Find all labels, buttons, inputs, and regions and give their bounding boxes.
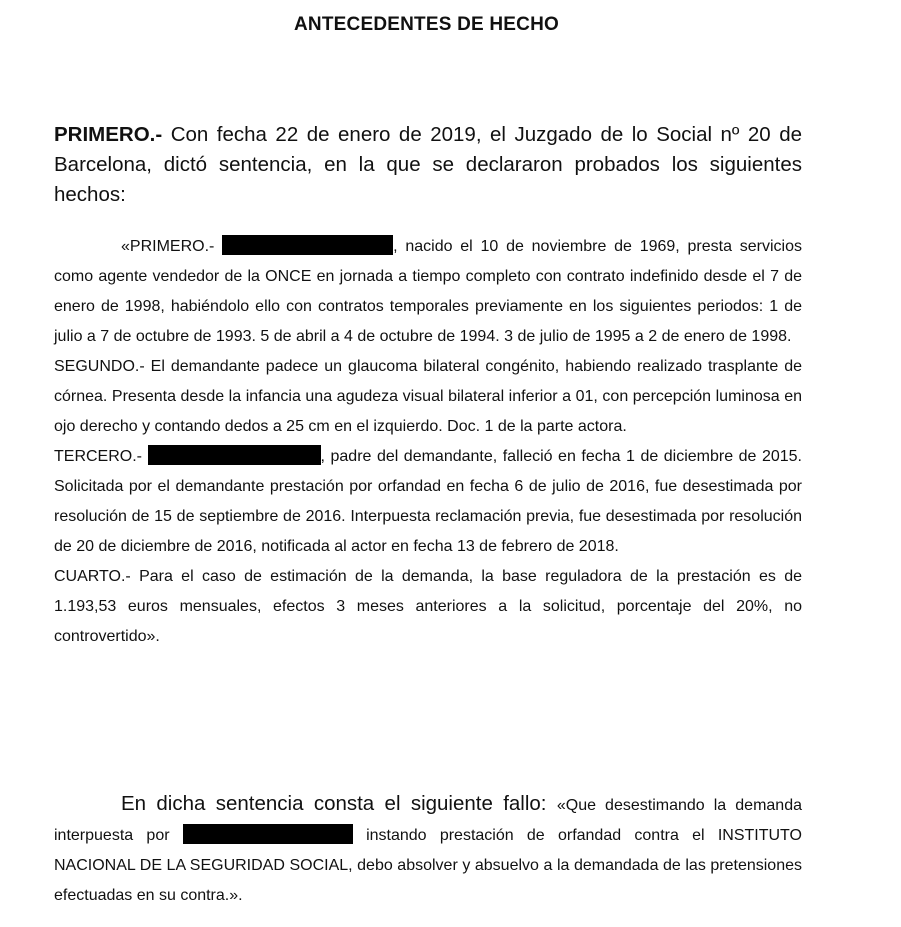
fallo-quote-end: instando prestación de orfandad contra el INSTITUTO NACIONAL DE LA SEGURIDAD SOCIAL, debo absolver y absuelvo a la demandada de las pretensiones efectuadas en su contra.». [54,827,802,904]
proven-facts-block [54,232,802,652]
fallo-lead: En dicha sentencia consta el siguiente fallo: [121,792,557,815]
fact-tercero [54,442,802,562]
fact-cuarto: CUARTO.- Para el caso de estimación de la demanda, la base reguladora de la prestación es de 1.193,53 euros mensuales, efectos 3 meses anteriores a la solicitud, porcentaje del 20%, no controvertido». [54,568,802,645]
fallo-paragraph [54,789,802,911]
redacted-name-block [148,445,321,465]
fact-segundo: SEGUNDO.- El demandante padece un glaucoma bilateral congénito, habiendo realizado trasplante de córnea. Presenta desde la infancia una agudeza visual bilateral inferior a 01, con percepción luminosa en ojo derecho y contando dedos a 25 cm en el izquierdo. Doc. 1 de la parte actora. [54,358,802,435]
fact-tercero-label: TERCERO.- [54,448,142,465]
fallo-quote-start: «Que desestimando la demanda interpuesta por [54,797,802,844]
intro-paragraph [54,120,802,210]
intro-text: Con fecha 22 de enero de 2019, el Juzgado de lo Social nº 20 de Barcelona, dictó sentencia, en la que se declararon probados los siguientes hechos: [54,123,802,206]
section-heading: ANTECEDENTES DE HECHO [294,14,559,35]
fact-primero [54,232,802,352]
redacted-name-block [222,235,393,255]
intro-label: PRIMERO.- [54,123,163,146]
redacted-name-block [183,824,353,844]
fact-primero-text: , nacido el 10 de noviembre de 1969, presta servicios como agente vendedor de la ONCE en jornada a tiempo completo con contrato indefinido desde el 7 de enero de 1998, habiéndolo ello con contratos temporales previamente en los siguientes periodos: 1 de julio a 7 de octubre de 1993. 5 de abril a 4 de octubre de 1994. 3 de julio de 1995 a 2 de enero de 1998. [54,238,802,345]
fact-tercero-text: , padre del demandante, falleció en fecha 1 de diciembre de 2015. Solicitada por el demandante prestación por orfandad en fecha 6 de julio de 2016, fue desestimada por resolución de 15 de septiembre de 2016. Interpuesta reclamación previa, fue desestimada por resolución de 20 de diciembre de 2016, notificada al actor en fecha 13 de febrero de 2018. [54,448,803,555]
fact-primero-label: «PRIMERO.- [121,238,215,255]
